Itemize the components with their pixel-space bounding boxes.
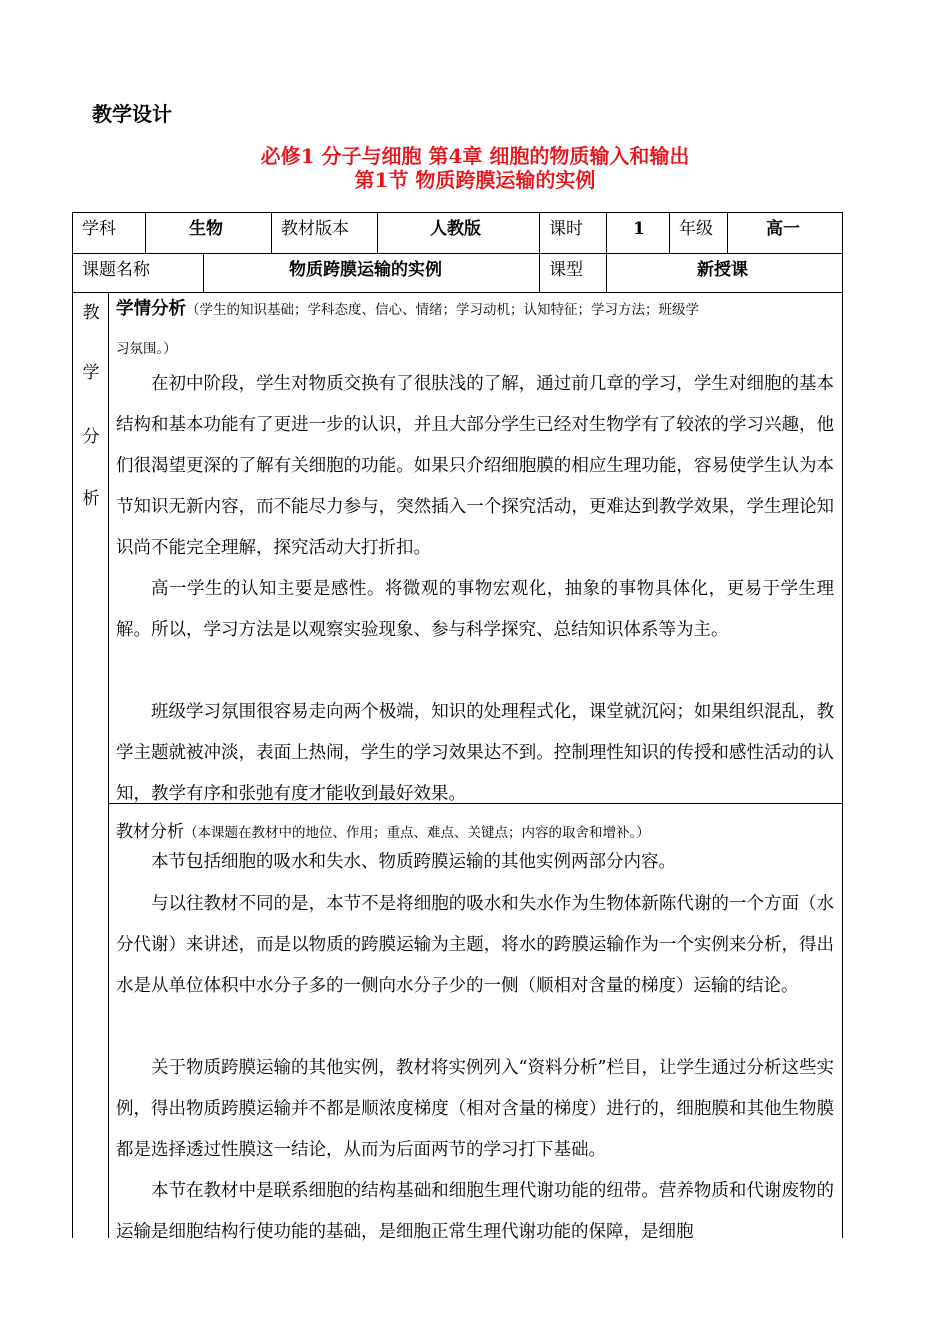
student-analysis-paragraph: 班级学习氛围很容易走向两个极端，知识的处理程式化，课堂就沉闷；如果组织混乱，教学主题就被冲淡，表面上热闹，学生的学习效果达不到。控制理性知识的传授和感性活动的认知，教学有序和张弛有度才能收到最好效果。 [116,702,834,804]
subject-label: 学科 [82,219,116,239]
student-analysis-heading: 学情分析 [116,299,186,319]
student-analysis-note-line2 [116,332,834,365]
side-label-char: 析 [82,489,100,509]
grade-value: 高一 [766,219,800,239]
student-analysis-note: （学生的知识基础；学科态度、信心、情绪；学习动机；认知特征；学习方法；班级学 [186,302,699,318]
table-divider [72,253,843,254]
material-analysis-heading: 教材分析 [116,822,184,842]
table-divider [606,212,607,253]
student-analysis-paragraph: 在初中阶段，学生对物质交换有了很肤浅的了解，通过前几章的学习，学生对细胞的基本结构和基本功能有了更进一步的认识，并且大部分学生已经对生物学有了较浓的学习兴趣，他们很渴望更深的了解有关细胞的功能。如果只介绍细胞膜的相应生理功能，容易使学生认为本节知识无新内容，而不能尽力参与，突然插入一个探究活动，更难达到教学效果，学生理论知识尚不能完全理解，探究活动大打折扣。 [116,374,834,558]
topic-value: 物质跨膜运输的实例 [289,260,442,280]
table-divider [145,212,146,253]
table-divider [377,212,378,253]
table-divider [271,212,272,253]
student-analysis-note-cont: 习氛围。） [116,341,177,357]
table-divider [539,253,540,292]
table-divider [203,253,204,292]
material-analysis-paragraph: 关于物质跨膜运输的其他实例，教材将实例列入“资料分析”栏目，让学生通过分析这些实例，得出物质跨膜运输并不都是顺浓度梯度（相对含量的梯度）进行的，细胞膜和其他生物膜都是选择透过性膜这一结论，从而为后面两节的学习打下基础。 [116,1058,834,1160]
document-label: 教学设计 [92,102,172,126]
table-divider [108,292,109,1238]
topic-label: 课题名称 [82,260,150,280]
document-title-line2: 第1节 物质跨膜运输的实例 [354,168,596,192]
lesson-type-label: 课型 [549,260,583,280]
material-analysis-paragraph: 本节在教材中是联系细胞的结构基础和细胞生理代谢功能的纽带。营养物质和代谢废物的运输是细胞结构行使功能的基础，是细胞正常生理代谢功能的保障，是细胞 [116,1181,834,1242]
material-analysis-paragraph: 本节包括细胞的吸水和失水、物质跨膜运输的其他实例两部分内容。 [151,852,676,872]
student-analysis-heading-line [116,293,834,326]
edition-value: 人教版 [430,219,481,239]
table-divider [606,253,607,292]
edition-label: 教材版本 [281,219,349,239]
period-label: 课时 [549,219,583,239]
student-analysis-paragraph: 高一学生的认知主要是感性。将微观的事物宏观化，抽象的事物具体化，更易于学生理解。所以，学习方法是以观察实验现象、参与科学探究、总结知识体系等为主。 [116,579,834,640]
table-divider [669,212,670,253]
subject-value: 生物 [189,219,223,239]
table-divider [727,212,728,253]
lesson-type-value: 新授课 [697,260,748,280]
material-analysis-note: （本课题在教材中的地位、作用；重点、难点、关键点；内容的取舍和增补。） [184,825,650,841]
grade-label: 年级 [679,219,713,239]
table-divider [539,212,540,253]
side-label-char: 分 [82,427,100,447]
material-analysis-paragraph: 与以往教材不同的是，本节不是将细胞的吸水和失水作为生物体新陈代谢的一个方面（水分代谢）来讲述，而是以物质的跨膜运输为主题，将水的跨膜运输作为一个实例来分析，得出水是从单位体积中水分子多的一侧向水分子少的一侧（顺相对含量的梯度）运输的结论。 [116,894,834,996]
document-title-line1: 必修1 分子与细胞 第4章 细胞的物质输入和输出 [260,144,690,168]
side-label-char: 教 [82,303,100,323]
side-label-char: 学 [82,363,100,383]
period-value: 1 [633,219,645,239]
